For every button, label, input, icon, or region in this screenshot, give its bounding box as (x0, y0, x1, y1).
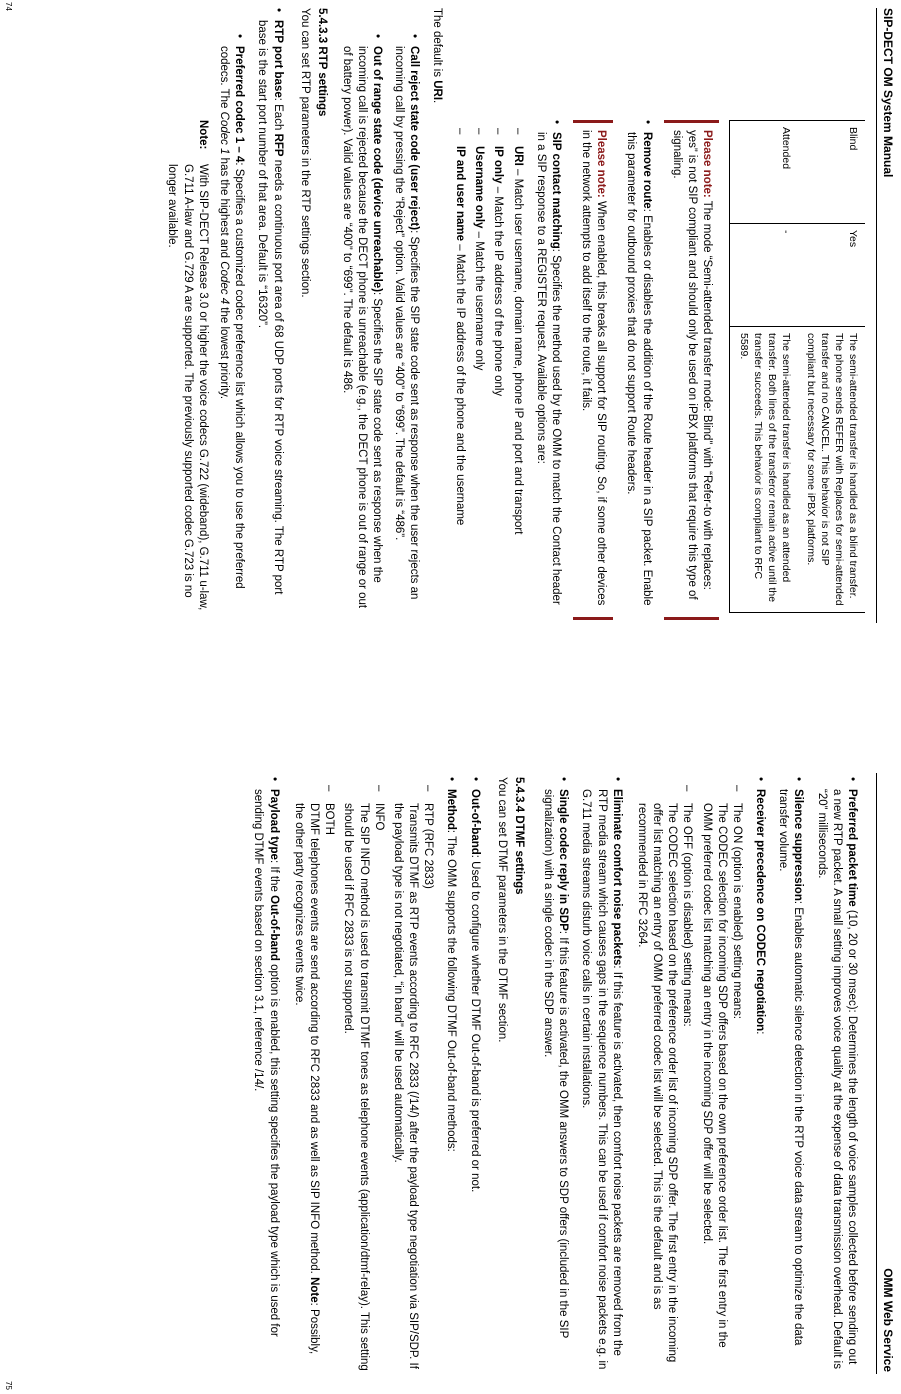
item-text: : If this feature is activated, then comfort noise packets are removed from the RTP media stream which causes gaps in the sequence numbers. This can be used if comfort noise packets e.g. in G.711 media streams disturb voice calls in certain installations. (580, 789, 623, 1370)
bullet-icon: • (445, 777, 458, 782)
section-intro: You can set RTP parameters in the RTP settings section. (298, 8, 311, 298)
default-line (429, 8, 444, 614)
item-text: : Specifies the method used by the OMM to match the Contact header in a SIP response to a REGISTER request. Available options are: (534, 132, 562, 605)
bullet-icon: • (267, 777, 280, 782)
item-text: needs a continuous port area of 68 UDP ports for RTP voice streaming. The RTP port base is the start port number of that area. Default is “16320”. (256, 20, 284, 595)
default-suffix: . (430, 100, 443, 104)
term: Single codec reply in SDP (557, 789, 570, 931)
term: Out-of-band (468, 789, 481, 855)
term: Remove route (640, 132, 653, 209)
default-value: URI (430, 80, 443, 101)
term: Receiver precedence on CODEC negotiation (754, 789, 767, 1032)
dash-icon: – (422, 785, 435, 792)
list-item (490, 120, 505, 614)
table-cell-mode: Blind (798, 121, 865, 224)
item-text: – Match user username, domain name, phone IP and port and transport (511, 165, 524, 535)
bullet-icon: • (610, 777, 623, 782)
term: Eliminate comfort noise packets (610, 789, 623, 966)
bullet-icon: • (640, 120, 653, 125)
note-text: With SIP-DECT Release 3.0 or higher the voice codecs G.722 (wideband), G.711 u-law, G.711 A-law and G.729 A are supported. The previously supported codec G.723 is no longer available. (166, 164, 209, 611)
item-text: – Match the IP address of the phone only (492, 183, 505, 397)
term: IP and user name (454, 146, 467, 242)
note-label: Note (308, 1277, 321, 1303)
item-text: : Specifies the SIP state code sent as response when the user rejects an incoming call by pressing the “Reject” option. Valid values are “400” to “699”. The default is “486”. (392, 46, 420, 600)
table-row (798, 121, 865, 613)
list-item (339, 8, 385, 614)
bullet-icon: • (846, 777, 858, 782)
page-header: OMM Web Service (881, 1268, 895, 1372)
list-item (250, 777, 280, 1373)
option-lead: BOTH (323, 803, 336, 835)
option-lead: RTP (RFC 2833) (422, 803, 435, 889)
list-item (471, 120, 486, 614)
header-rule (876, 773, 877, 1374)
list-item (578, 777, 624, 1373)
option-text: The SIP INFO method is used to transmit DTMF tones as telephone events (application/dtmf-relay). This setting should be used if RFC 2833 is not supported. (342, 803, 370, 1371)
rfp-term: RFP (271, 133, 284, 157)
note-label: Note: (196, 120, 209, 150)
item-text: DTMF telephones events are send according to RFC 2833 and as well as SIP INFO method. (308, 803, 321, 1278)
item-text: – Match the username only (473, 228, 486, 371)
item-text: (10, 20 or 30 msec): Determines the length of voice samples collected before sending out a new RTP packet. A small setting improves voice quality at the expense of data transmission overhead. Default is “20” milliseconds. (815, 789, 858, 1369)
section-heading: 5.4.3.4 DTMF settings (512, 777, 525, 895)
list-item (390, 8, 420, 614)
term: IP only (492, 146, 505, 184)
term: Preferred codec 1 – 4 (233, 46, 246, 163)
term: URI (511, 146, 524, 166)
bullet-icon: • (557, 777, 570, 782)
item-text: : Specifies the SIP state code sent as response when the incoming call is rejected because the DECT phone is unreachable (e.g., the DECT phone is out of range or out of battery power). Valid values are “400” to “699”. The default is 486. (341, 46, 384, 609)
list-item (540, 777, 570, 1373)
sip-contact-block (452, 120, 563, 614)
note-box (573, 120, 613, 620)
dash-icon: – (473, 128, 486, 135)
note-label: Please note: (701, 130, 714, 198)
dash-icon: – (323, 785, 336, 792)
codec4-term: Codec 4 (218, 261, 230, 305)
item-text: has the highest and (218, 154, 230, 262)
list-item (216, 8, 246, 614)
section-intro: You can set DTMF parameters in the DTMF section. (495, 777, 508, 1043)
list-item (340, 777, 386, 1373)
page-content (242, 777, 865, 1373)
page-number: 75 (3, 1381, 13, 1390)
page-number: 74 (3, 2, 13, 11)
item-text: : If this feature is activated, the OMM answers to SDP offers (included in the SIP signalization) with a single codec in the SDP answer. (542, 789, 570, 1339)
list-item (698, 777, 744, 1373)
note-box (664, 120, 720, 620)
note-text: When enabled, this breaks all support for SIP routing. So, if some other devices in the network attempts to add itself to the route, it fails. (580, 130, 608, 606)
bullet-icon: • (407, 34, 420, 39)
option-text: The CODEC selection based on the preference order list of incoming SDP offer. The first entry in the incoming offer list matching an entry of OMM preferred codec list will be selected. This is the default and is as recommended in RFC 3264. (635, 803, 679, 1363)
dash-icon: – (681, 785, 694, 792)
codec-note (164, 8, 210, 614)
option-lead: INFO (372, 803, 385, 831)
item-text: – Match the IP address of the phone and the username (454, 241, 467, 526)
default-prefix: The default is (430, 8, 443, 81)
option-text: The CODEC selection for incoming SDP offers based on the own preference order list. The first entry in the OMM preferred codec list matching an entry in the incoming SDP offer will be selected. (700, 803, 728, 1348)
term: Method (445, 789, 458, 830)
page-75 (0, 697, 901, 1394)
item-text: : The OMM supports the following DTMF Out-of-band methods: (445, 829, 458, 1152)
bullet-icon: • (371, 34, 384, 39)
dash-icon: – (492, 128, 505, 135)
item-text: : Enables automatic silence detection in the RTP voice data stream to optimize the data transfer volume. (777, 789, 805, 1346)
list-item (623, 120, 653, 614)
item-text: : (754, 1031, 767, 1035)
list-item (390, 777, 436, 1373)
item-text: : Possibly, the other party recognizes events twice. (292, 803, 321, 1355)
bullet-icon: • (233, 34, 246, 39)
option-lead: The OFF (option is disabled) setting means: (681, 803, 694, 1027)
oob-term: Out-of-band (267, 895, 280, 961)
list-item (443, 777, 458, 1373)
list-item (634, 777, 695, 1373)
list-item (509, 120, 524, 614)
list-item (752, 777, 767, 1373)
table-cell-mode: Attended (730, 121, 798, 224)
list-item (291, 777, 337, 1373)
bullet-icon: • (468, 777, 481, 782)
option-text (291, 803, 321, 1373)
dash-icon: – (372, 785, 385, 792)
table-cell-compliant: Yes (798, 224, 865, 327)
item-text: : Each (271, 97, 284, 134)
table-cell-compliant: - (730, 224, 798, 327)
remove-route-block (623, 120, 653, 614)
dash-icon: – (511, 128, 524, 135)
table-row (730, 121, 798, 613)
table-cell-description: The semi-attended transfer is handled as a blind transfer. The phone sends REFER with Replaces for semi-attended transfer and no CANCEL. This behavior is not SIP compliant but necessary for some iPBX platforms. (798, 327, 865, 613)
header-rule (876, 8, 877, 623)
term: Silence suppression (792, 789, 805, 901)
item-text: : If the (267, 859, 280, 896)
page-content (164, 8, 865, 614)
list-item (452, 120, 467, 614)
bullet-icon: • (549, 120, 562, 125)
note-text: The mode “Semi-attended transfer mode: Blind” with “Refer-to with replaces: yes” is not SIP compliant and should only be used on iPBX platforms that require this type of signaling. (670, 130, 714, 600)
term: Out of range state code (device unreachable) (371, 46, 384, 293)
option-lead: The ON (option is enabled) setting means: (730, 803, 743, 1020)
list-item (775, 777, 805, 1373)
option-text: Transmits DTMF as RTP events according to RFC 2833 (/14/) after the payload type negotiation via SIP/SDP. If the payload type is not negotiated, “in band” will be used automatically. (391, 803, 420, 1369)
section-heading: 5.4.3.3 RTP settings (315, 8, 328, 117)
term: Payload type (267, 789, 280, 860)
list-item (813, 777, 859, 1373)
term: Username only (473, 146, 486, 229)
table-cell-description: The semi-attended transfer is handled as an attended transfer. Both lines of the transferor remain active until the transfer succeeds. This behavior is compliant to RFC 5589. (730, 327, 798, 613)
note-label: Please note: (595, 130, 608, 198)
bullet-icon: • (271, 8, 284, 13)
term: RTP port base (271, 20, 284, 98)
term: Preferred packet time (846, 789, 858, 907)
page-header: SIP-DECT OM System Manual (881, 8, 895, 178)
bullet-icon: • (792, 777, 805, 782)
item-text: : Used to configure whether DTMF Out-of-band is preferred or not. (468, 854, 481, 1193)
term: Call reject state code (user reject) (407, 46, 420, 231)
list-item (533, 120, 563, 614)
dash-icon: – (730, 785, 743, 792)
item-text: : Specifies a customized codec preference list which allows you to use the preferred codecs. The (218, 46, 246, 589)
item-text: the lowest priority. (218, 304, 230, 400)
list-item (254, 8, 284, 614)
term: SIP contact matching (549, 132, 562, 249)
item-text: option is enabled, this setting specifies the payload type which is used for sending DTMF events based on section 3.1, reference /14/. (252, 789, 280, 1337)
transfer-mode-table (729, 120, 865, 613)
item-text: : Enables or disables the addition of the Route header in a SIP packet. Enable this parameter for outbound proxies that do not support Route headers. (625, 132, 653, 606)
list-item (466, 777, 481, 1373)
bullet-icon: • (754, 777, 767, 782)
codec1-term: Codec 1 (218, 111, 230, 155)
dash-icon: – (454, 128, 467, 135)
